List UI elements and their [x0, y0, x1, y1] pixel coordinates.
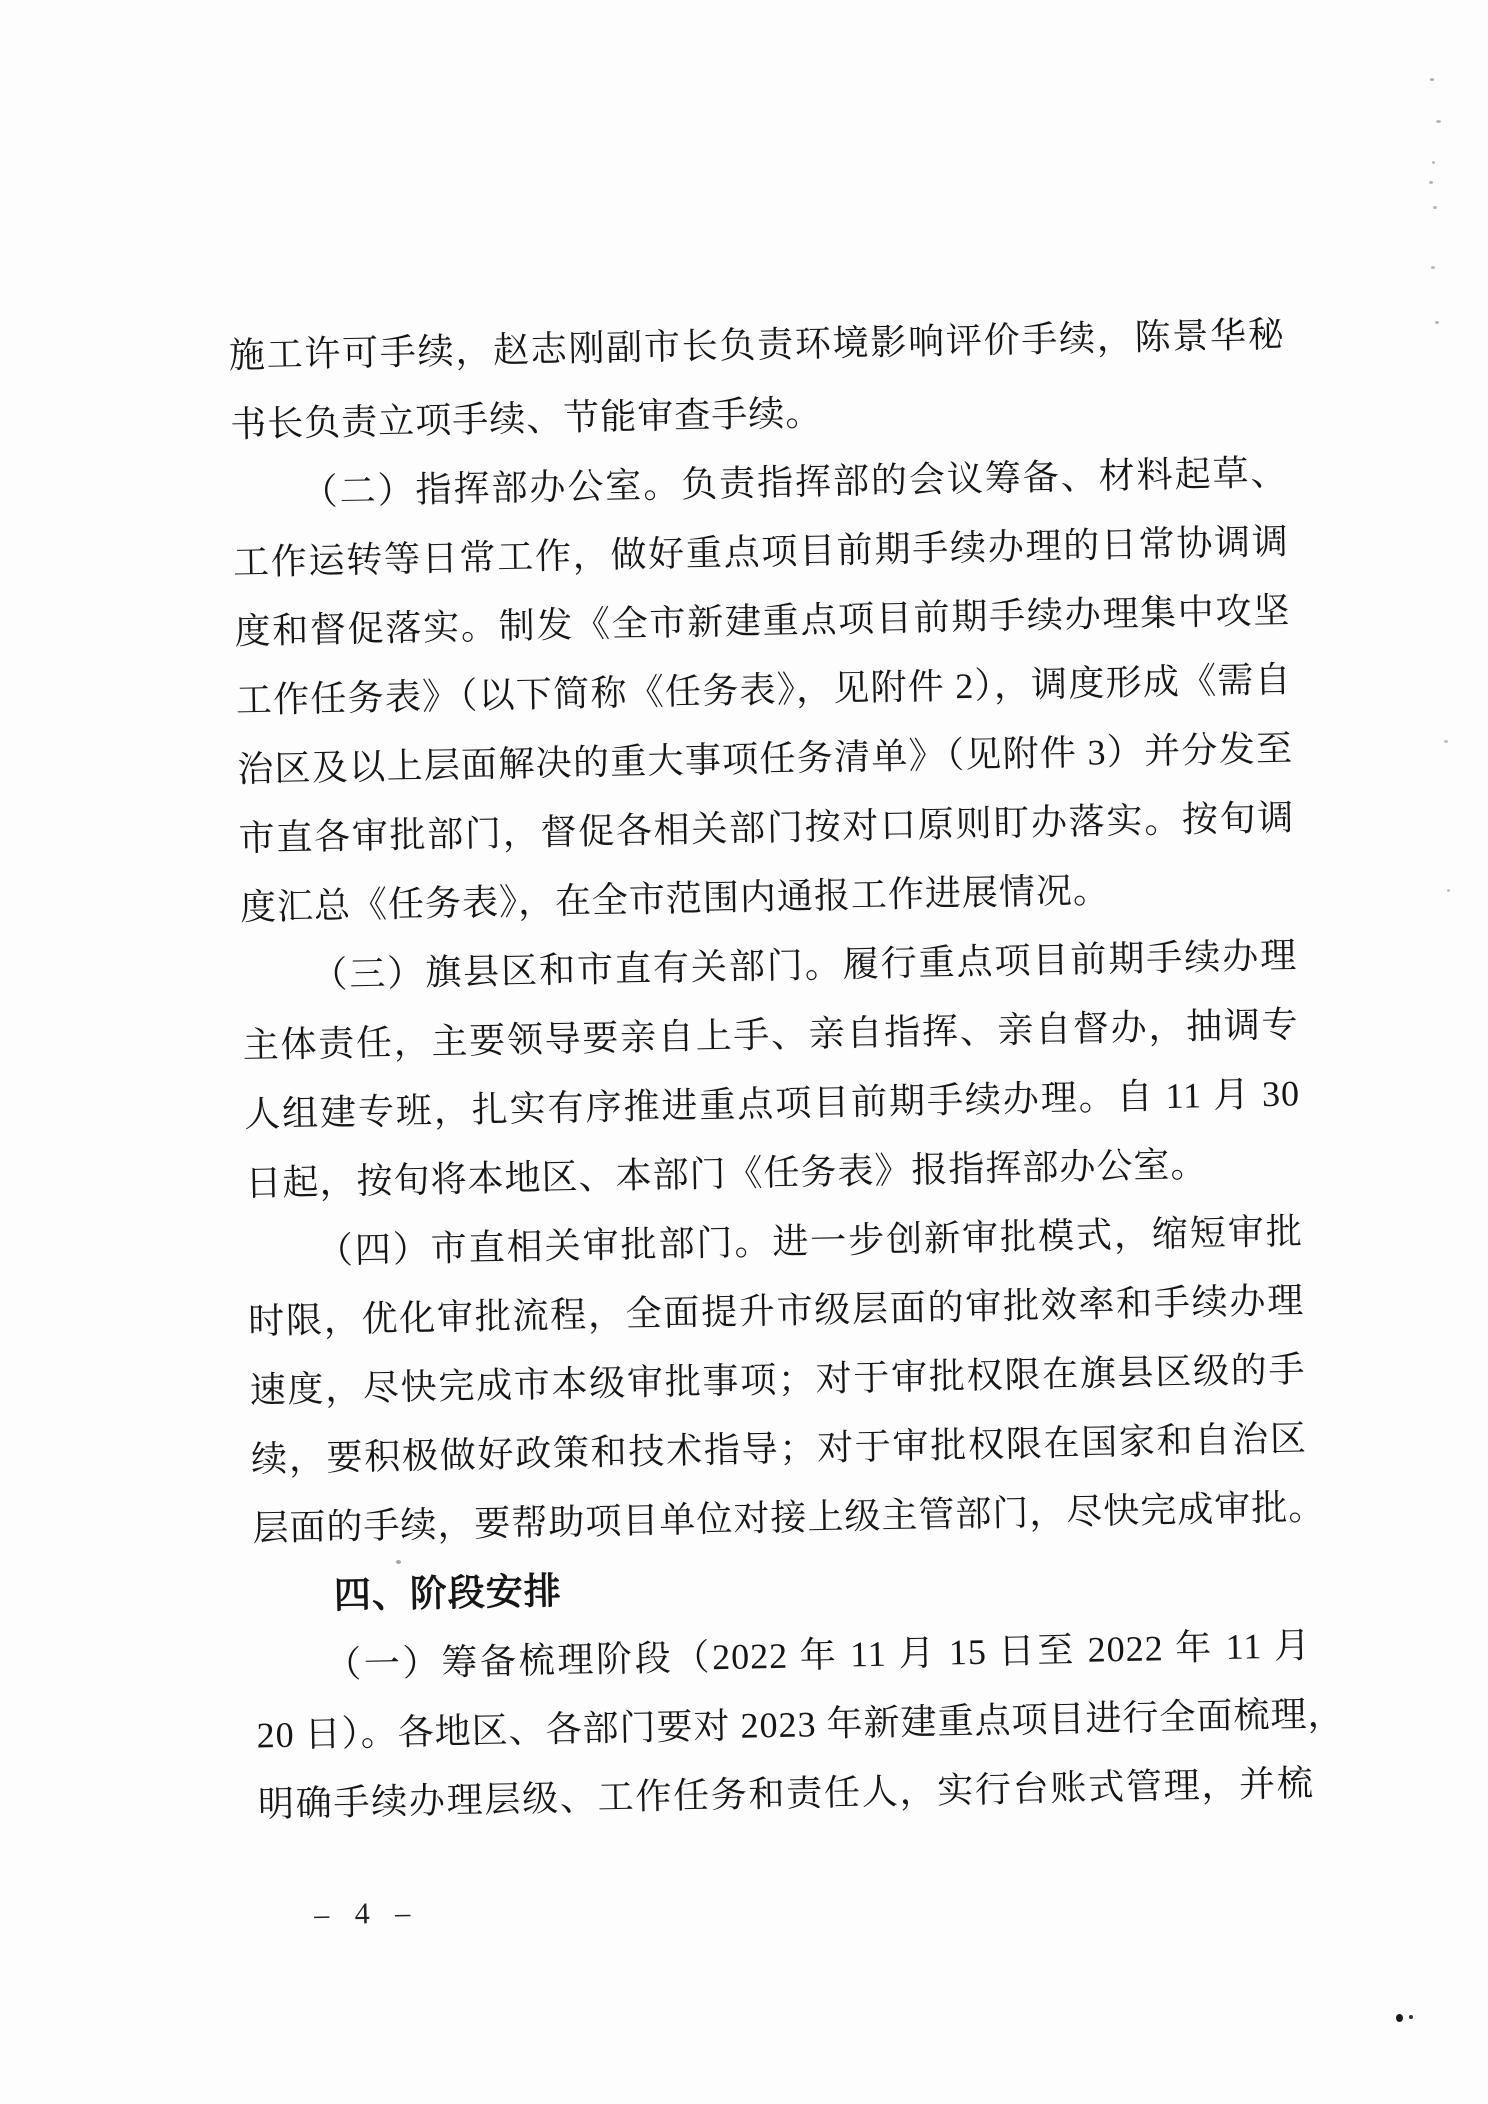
- text-line-14: 时限，优化审批流程，全面提升市级层面的审批效率和手续办理: [247, 1280, 1305, 1342]
- scan-artifact: [1444, 740, 1448, 743]
- text-line-13: （四）市直相关审批部门。进一步创新审批模式，缩短审批: [316, 1211, 1304, 1272]
- text-line-11: 人组建专班，扎实有序推进重点项目前期手续办理。自 11 月 30: [243, 1073, 1301, 1135]
- text-line-16: 续，要积极做好政策和技术指导；对于审批权限在国家和自治区: [250, 1418, 1308, 1480]
- scan-artifact: [1432, 161, 1435, 164]
- text-line-6: 治区及以上层面解决的重大事项任务清单》（见附件 3）并分发至: [236, 728, 1294, 790]
- text-line-10: 主体责任，主要领导要亲自上手、亲自指挥、亲自督办，抽调专: [242, 1004, 1299, 1066]
- text-line-1: 书长负责立项手续、节能审查手续。: [229, 392, 823, 445]
- scan-artifact: [396, 1560, 401, 1564]
- text-line-19: （一）筹备梳理阶段（2022 年 11 月 15 日至 2022 年 11 月: [324, 1625, 1312, 1686]
- scan-artifact: [1433, 206, 1437, 209]
- text-line-12: 日起，按旬将本地区、本部门《任务表》报指挥部办公室。: [245, 1144, 1208, 1204]
- text-line-20: 20 日）。各地区、各部门要对 2023 年新建重点项目进行全面梳理，: [256, 1693, 1345, 1756]
- section-heading: 四、阶段安排: [333, 1571, 563, 1617]
- text-line-21: 明确手续办理层级、工作任务和责任人，实行台账式管理，并梳: [257, 1763, 1315, 1825]
- scan-artifact: [1436, 120, 1441, 123]
- text-line-9: （三）旗县区和市直有关部门。履行重点项目前期手续办理: [310, 935, 1298, 996]
- text-line-0: 施工许可手续，赵志刚副市长负责环境影响评价手续，陈景华秘: [228, 314, 1286, 376]
- text-line-2: （二）指挥部办公室。负责指挥部的会议筹备、材料起草、: [301, 452, 1288, 513]
- scan-artifact: [1429, 181, 1433, 184]
- scan-artifact: [1435, 321, 1439, 324]
- text-line-7: 市直各审批部门，督促各相关部门按对口原则盯办落实。按旬调: [238, 797, 1295, 859]
- scan-artifact: [1447, 889, 1450, 892]
- text-line-5: 工作任务表》（以下简称《任务表》，见附件 2），调度形成《需自: [235, 659, 1293, 721]
- ink-dot: [1396, 2014, 1403, 2022]
- text-line-8: 度汇总《任务表》，在全市范围内通报工作进展情况。: [239, 870, 1111, 928]
- page-number: – 4 –: [313, 1896, 420, 1932]
- page-content: [228, 301, 1345, 1934]
- text-line-3: 工作运转等日常工作，做好重点项目前期手续办理的日常协调调: [232, 521, 1290, 583]
- text-line-4: 度和督促落实。制发《全市新建重点项目前期手续办理集中攻坚: [234, 590, 1291, 652]
- text-line-17: 层面的手续，要帮助项目单位对接上级主管部门，尽快完成审批。: [252, 1486, 1326, 1549]
- ink-dot: [1409, 2015, 1413, 2019]
- text-line-15: 速度，尽快完成市本级审批事项；对于审批权限在旗县区级的手: [249, 1349, 1306, 1411]
- scan-artifact: [1430, 78, 1434, 81]
- scan-artifact: [1431, 266, 1435, 269]
